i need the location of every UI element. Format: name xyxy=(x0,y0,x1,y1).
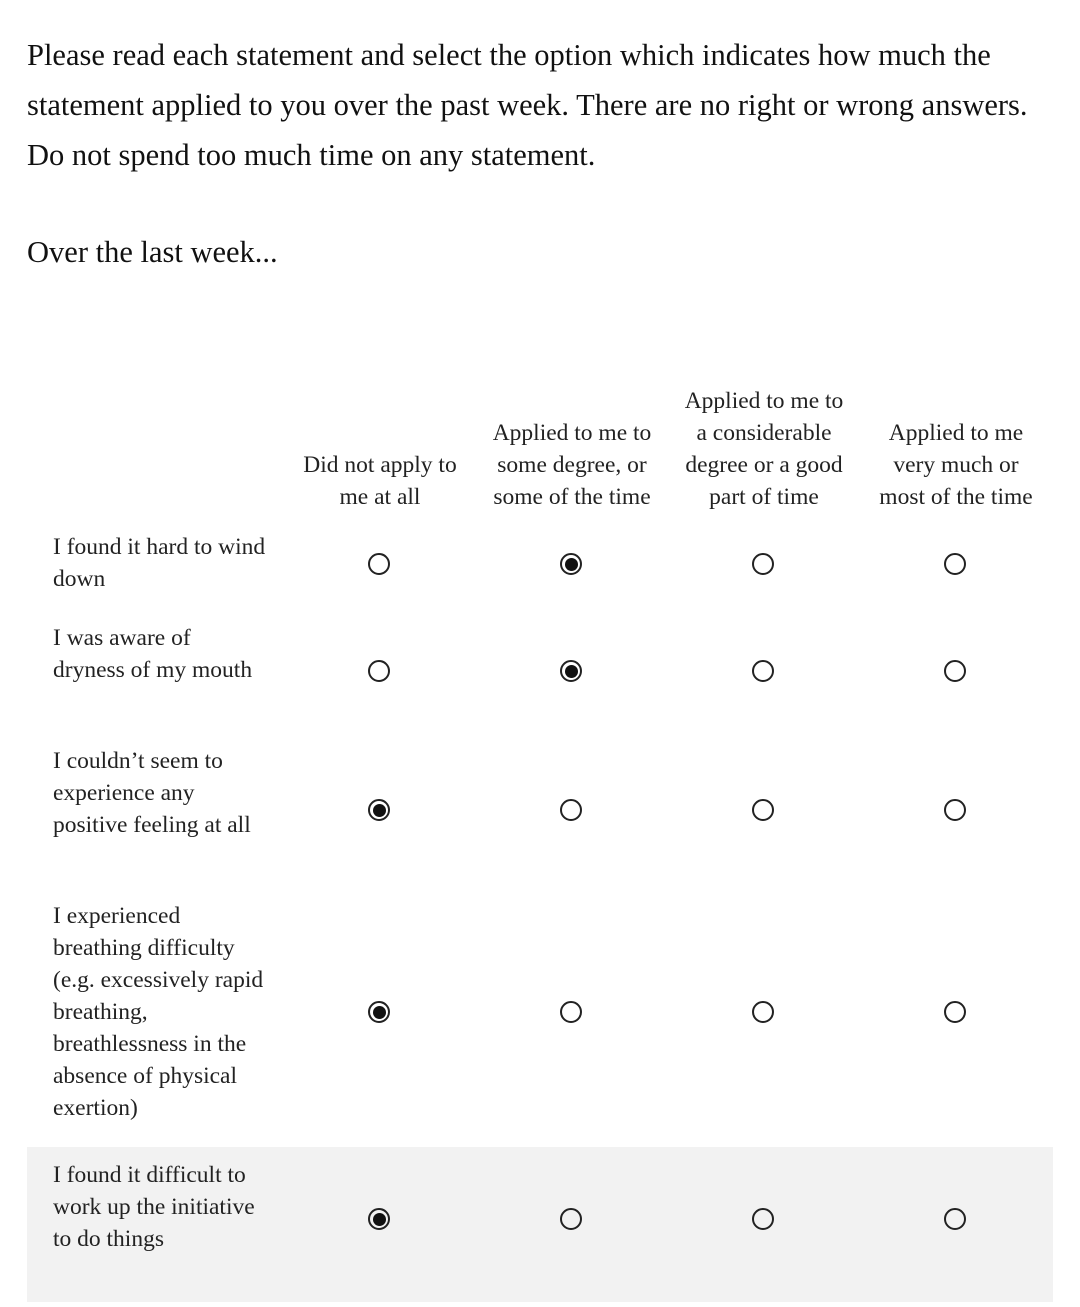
radio-did-not-apply[interactable] xyxy=(368,660,390,682)
radio-did-not-apply[interactable] xyxy=(368,799,390,821)
statement-row-initiative xyxy=(27,1147,1053,1302)
statement-label: I couldn’t seem to experience any positive feeling at all xyxy=(53,748,251,838)
radio-considerable-degree[interactable] xyxy=(752,660,774,682)
statement-row-wind-down xyxy=(27,516,1053,620)
lead-in-text: Over the last week... xyxy=(27,235,278,269)
radio-considerable-degree[interactable] xyxy=(752,1001,774,1023)
radio-some-degree[interactable] xyxy=(560,1001,582,1023)
statement-row-positive-feeling xyxy=(27,744,1053,898)
radio-very-much[interactable] xyxy=(944,799,966,821)
statement-row-breathing-difficulty xyxy=(27,898,1053,1147)
radio-considerable-degree[interactable] xyxy=(752,799,774,821)
instructions-text: Please read each statement and select the option which indicates how much the statement applied to you over the past week. There are no right or wrong answers. Do not spend too much time on any statement. xyxy=(27,38,1028,172)
radio-very-much[interactable] xyxy=(944,553,966,575)
radio-did-not-apply[interactable] xyxy=(368,1001,390,1023)
rating-matrix xyxy=(27,320,1053,1302)
radio-very-much[interactable] xyxy=(944,660,966,682)
column-header-very-much: Applied to me very much or most of the time xyxy=(879,420,1033,510)
radio-did-not-apply[interactable] xyxy=(368,553,390,575)
radio-some-degree[interactable] xyxy=(560,1208,582,1230)
radio-some-degree[interactable] xyxy=(560,553,582,575)
statement-row-dry-mouth xyxy=(27,620,1053,744)
statement-label: I found it hard to wind down xyxy=(53,534,266,592)
column-header-considerable-degree: Applied to me to a considerable degree or a good part of time xyxy=(684,388,844,510)
column-header-some-degree: Applied to me to some degree, or some of the time xyxy=(492,420,652,510)
radio-considerable-degree[interactable] xyxy=(752,553,774,575)
radio-considerable-degree[interactable] xyxy=(752,1208,774,1230)
matrix-header xyxy=(27,320,1053,516)
radio-some-degree[interactable] xyxy=(560,660,582,682)
statement-label: I found it difficult to work up the initiative to do things xyxy=(53,1162,255,1252)
radio-some-degree[interactable] xyxy=(560,799,582,821)
radio-very-much[interactable] xyxy=(944,1001,966,1023)
column-header-did-not-apply: Did not apply to me at all xyxy=(303,452,457,510)
statement-label: I was aware of dryness of my mouth xyxy=(53,625,253,683)
radio-very-much[interactable] xyxy=(944,1208,966,1230)
statement-label: I experienced breathing difficulty (e.g. excessively rapid breathing, breathlessness in the absence of physical exertion) xyxy=(53,903,264,1121)
radio-did-not-apply[interactable] xyxy=(368,1208,390,1230)
